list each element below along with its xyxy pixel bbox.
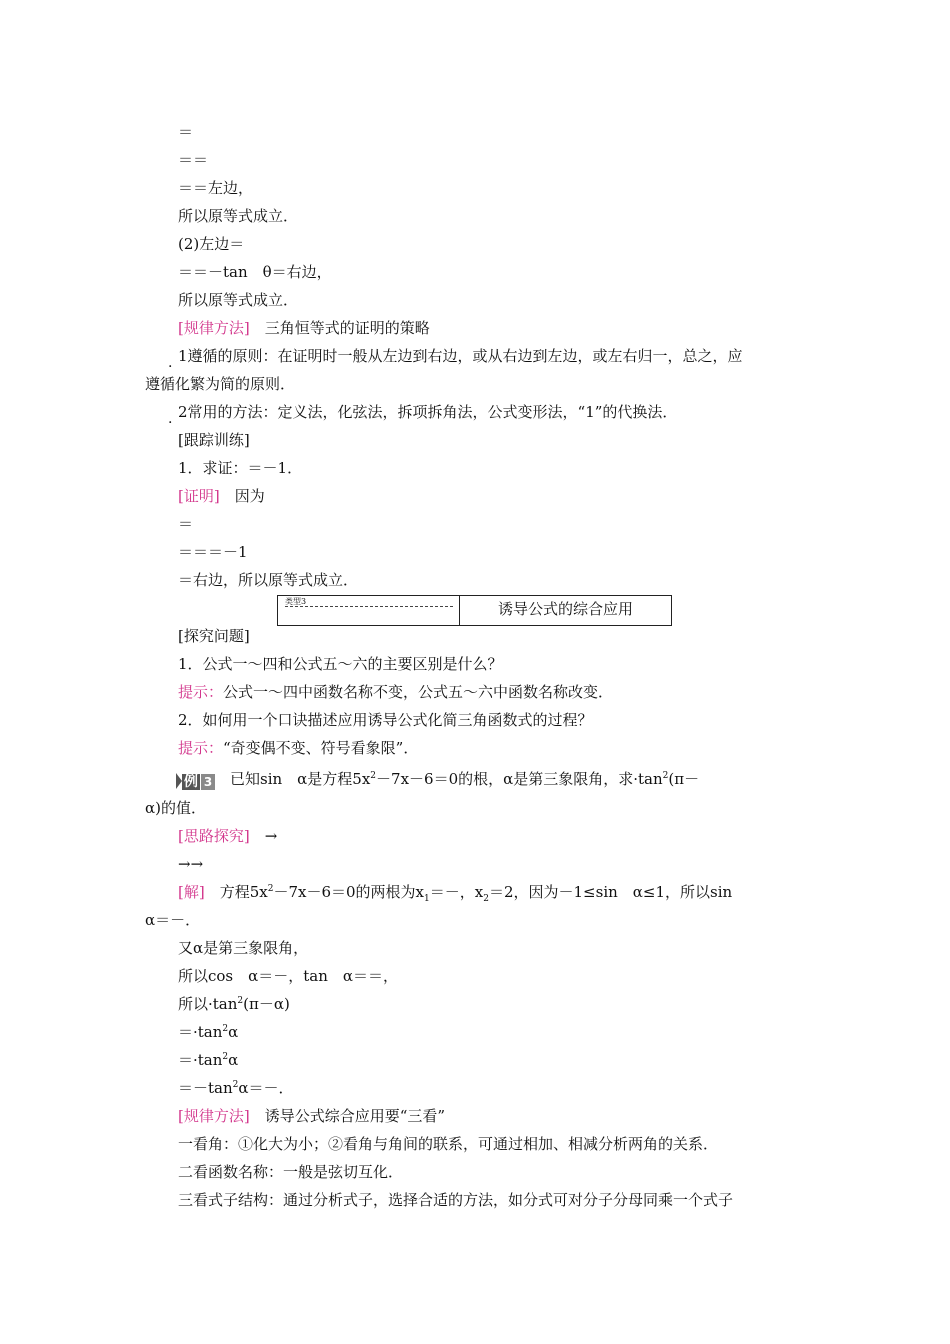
proof-conclusion-1: 所以原等式成立． <box>178 207 299 225</box>
list-dot: . <box>168 355 173 371</box>
solution-line-5 <box>178 994 807 1014</box>
method-heading-2 <box>178 1106 807 1126</box>
explore-heading: [探究问题] <box>178 627 250 645</box>
superscript: 2 <box>222 1024 229 1034</box>
superscript: 2 <box>237 996 244 1006</box>
hint-text: “奇变偶不变、符号看象限”． <box>223 739 419 757</box>
practice-question: 1．求证：＝－1． <box>178 459 303 477</box>
section-header <box>277 595 672 626</box>
practice-heading: [跟踪训练] <box>178 431 250 449</box>
practice-line-1: ＝ <box>178 515 194 533</box>
solution-text: ＝·tan <box>178 1023 223 1041</box>
idea-line-1 <box>178 826 807 846</box>
example-statement <box>176 768 807 790</box>
method-tag: [规律方法] <box>178 1107 250 1125</box>
proof-line-6: ＝＝－tan θ＝右边， <box>178 263 332 281</box>
superscript: 2 <box>662 771 669 781</box>
practice-line-3: ＝右边，所以原等式成立． <box>178 571 359 589</box>
practice-line-2: ＝＝＝－1 <box>178 543 248 561</box>
subscript: 1 <box>424 894 430 902</box>
badge-number: 3 <box>201 774 215 790</box>
proof-tag: [证明] <box>178 487 220 505</box>
section-title: 诱导公式的综合应用 <box>497 600 633 618</box>
solution-text: 所以·tan <box>178 995 238 1013</box>
method-title: 三角恒等式的证明的策略 <box>249 319 430 337</box>
method-heading-1 <box>178 318 807 338</box>
solution-line-4: 所以cos α＝－，tan α＝＝， <box>178 967 399 985</box>
method-title: 诱导公式综合应用要“三看” <box>249 1107 446 1125</box>
solution-text: (π－α) <box>243 995 290 1013</box>
hint-text: 公式一～四中函数名称不变，公式五～六中函数名称改变． <box>223 683 614 701</box>
superscript: 2 <box>232 1080 239 1090</box>
solution-text: ＝－，x <box>429 883 484 901</box>
section-tag-cell <box>278 596 460 625</box>
method-point-1a: 1遵循的原则：在证明时一般从左边到右边，或从右边到左边，或左右归一，总之，应 <box>178 347 743 365</box>
solution-text: α <box>228 1023 239 1041</box>
list-dot: . <box>168 411 173 427</box>
superscript: 2 <box>267 884 274 894</box>
proof-line-3: ＝＝左边， <box>178 179 254 197</box>
idea-tag: [思路探究] <box>178 827 250 845</box>
explore-answer-1 <box>178 682 807 702</box>
solution-text: ＝－tan <box>178 1079 233 1097</box>
method2-point-1: 一看角：①化大为小；②看角与角间的联系，可通过相加、相减分析两角的关系． <box>178 1135 719 1153</box>
explore-question-2: 2．如何用一个口诀描述应用诱导公式化简三角函数式的过程？ <box>178 711 593 729</box>
idea-line-2: →→ <box>178 855 204 873</box>
explore-question-1: 1．公式一～四和公式五～六的主要区别是什么？ <box>178 655 503 673</box>
solution-text: 方程5x <box>204 883 268 901</box>
solution-line-7 <box>178 1050 807 1070</box>
hint-label: 提示： <box>178 739 224 757</box>
solution-text: ＝·tan <box>178 1051 223 1069</box>
method2-point-3: 三看式子结构：通过分析式子，选择合适的方法，如分式可对分子分母同乘一个式子 <box>178 1191 734 1209</box>
section-divider <box>285 606 453 607</box>
solution-line-3: 又α是第三象限角， <box>178 939 309 957</box>
superscript: 2 <box>222 1052 229 1062</box>
solution-line-6 <box>178 1022 807 1042</box>
solution-text: －7x－6＝0的两根为x <box>273 883 425 901</box>
proof-part-2: (2)左边＝ <box>178 235 245 253</box>
proof-line-2: ＝＝ <box>178 151 209 169</box>
example-text: －7x－6＝0的根，α是第三象限角，求·tan <box>376 770 663 788</box>
solution-tag: [解] <box>178 883 205 901</box>
method2-point-2: 二看函数名称：一般是弦切互化． <box>178 1163 404 1181</box>
practice-proof-start <box>178 486 807 506</box>
subscript: 2 <box>483 894 489 902</box>
proof-line-1: ＝ <box>178 123 194 141</box>
example-statement-2: α)的值． <box>145 799 206 817</box>
badge-word: 例 <box>184 774 198 790</box>
solution-text: ＝2，因为－1≤sin α≤1，所以sin <box>488 883 733 901</box>
example-text: 已知sin α是方程5x <box>215 770 371 788</box>
superscript: 2 <box>370 771 377 781</box>
proof-text: 因为 <box>219 487 265 505</box>
solution-text: α <box>228 1051 239 1069</box>
example-badge <box>176 770 215 790</box>
example-text: (π－ <box>668 770 700 788</box>
solution-line-1 <box>178 882 807 902</box>
section-tag: 类型3 <box>285 597 307 606</box>
explore-answer-2 <box>178 738 807 758</box>
proof-conclusion-2: 所以原等式成立． <box>178 291 299 309</box>
solution-line-8 <box>178 1078 807 1098</box>
method-point-1b: 遵循化繁为简的原则． <box>145 375 296 393</box>
solution-line-2: α＝－． <box>145 911 201 929</box>
method-point-2: 2常用的方法：定义法，化弦法，拆项拆角法，公式变形法，“1”的代换法． <box>178 403 678 421</box>
method-tag: [规律方法] <box>178 319 250 337</box>
solution-text: α＝－． <box>238 1079 294 1097</box>
idea-arrow: → <box>249 827 278 845</box>
hint-label: 提示： <box>178 683 224 701</box>
